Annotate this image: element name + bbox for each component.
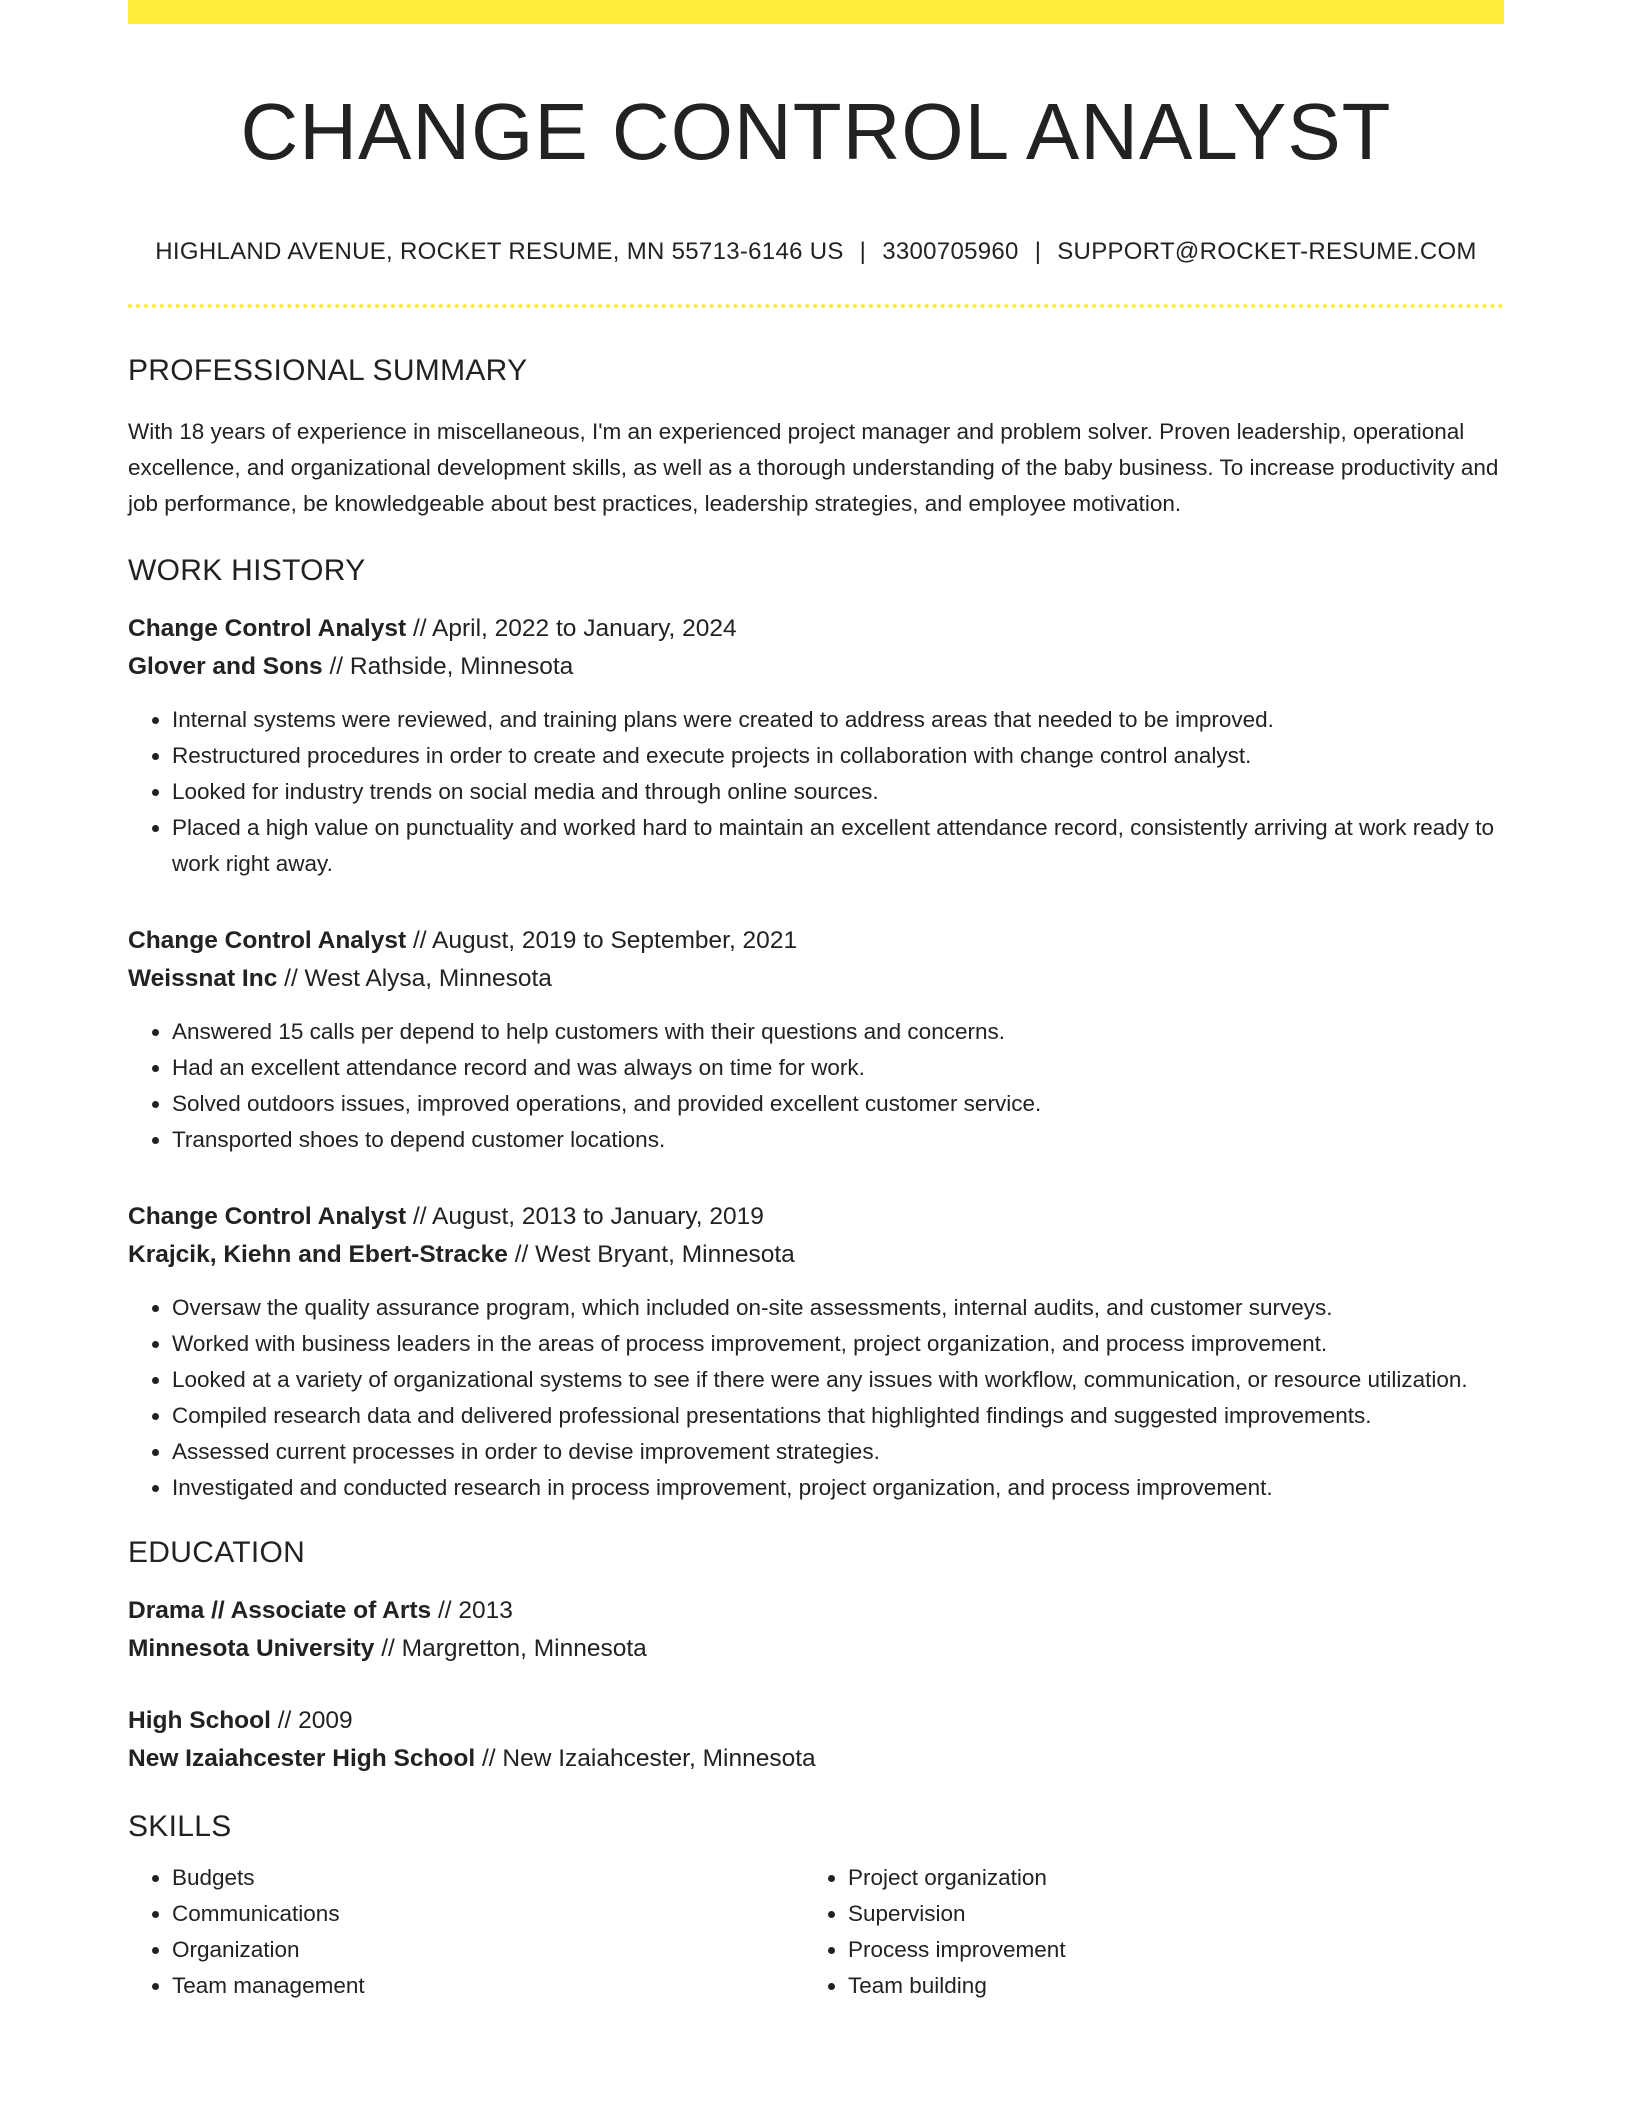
education-year: // 2013 [431, 1597, 513, 1624]
skill-item: • Project organization [848, 1860, 1480, 1896]
job-bullet: • Solved outdoors issues, improved operations, and provided excellent customer service. [172, 1086, 1504, 1122]
summary-heading: PROFESSIONAL SUMMARY [128, 354, 528, 387]
skills-list-right [804, 1860, 1480, 2004]
job-company: Krajcik, Kiehn and Ebert-Stracke [128, 1241, 508, 1268]
job-title: Change Control Analyst [128, 615, 407, 642]
skill-item: • Organization [172, 1932, 804, 1968]
job-dates: // August, 2019 to September, 2021 [406, 927, 798, 954]
resume-title: CHANGE CONTROL ANALYST [240, 87, 1392, 176]
skills-columns [128, 1860, 1504, 2004]
education-school-line [128, 1630, 1504, 1668]
skill-item: • Team management [172, 1968, 804, 2004]
job-bullet: • Investigated and conducted research in process improvement, project organization, and process improvement. [172, 1470, 1504, 1506]
job-company: Weissnat Inc [128, 965, 278, 992]
skill-item: • Budgets [172, 1860, 804, 1896]
job-location: // Rathside, Minnesota [322, 653, 574, 680]
job-bullet: • Internal systems were reviewed, and training plans were created to address areas that needed to be improved. [172, 702, 1504, 738]
job-dates: // August, 2013 to January, 2019 [406, 1203, 764, 1230]
education-degree-line [128, 1702, 1504, 1740]
education-degree: High School [128, 1707, 271, 1734]
job-company: Glover and Sons [128, 653, 323, 680]
job-bullets [128, 1014, 1504, 1158]
job-company-line [128, 960, 1504, 998]
job-bullet: • Worked with business leaders in the areas of process improvement, project organization, and process improvement. [172, 1326, 1504, 1362]
job-bullet: • Answered 15 calls per depend to help customers with their questions and concerns. [172, 1014, 1504, 1050]
contact-phone: 3300705960 [882, 238, 1019, 265]
skill-item: • Communications [172, 1896, 804, 1932]
job-bullets [128, 702, 1504, 882]
work-history-heading: WORK HISTORY [128, 554, 366, 587]
resume-page [128, 0, 1504, 2004]
job-title: Change Control Analyst [128, 927, 407, 954]
job-title-line [128, 610, 1504, 648]
education-entry [128, 1702, 1504, 1778]
skills-list-left [128, 1860, 804, 2004]
dotted-divider [128, 304, 1504, 308]
job-bullet: • Placed a high value on punctuality and worked hard to maintain an excellent attendance record, consistently arriving at work ready to work right away. [172, 810, 1504, 882]
job-dates: // April, 2022 to January, 2024 [406, 615, 737, 642]
education-location: // Margretton, Minnesota [374, 1635, 647, 1662]
education-location: // New Izaiahcester, Minnesota [475, 1745, 816, 1772]
job-bullet: • Looked at a variety of organizational systems to see if there were any issues with workflow, communication, or resource utilization. [172, 1362, 1504, 1398]
job-bullets [128, 1290, 1504, 1506]
job-company-line [128, 1236, 1504, 1274]
contact-separator: | [859, 238, 867, 265]
contact-address: HIGHLAND AVENUE, ROCKET RESUME, MN 55713-6146 US [155, 238, 844, 265]
job-title: Change Control Analyst [128, 1203, 407, 1230]
job-bullet: • Oversaw the quality assurance program, which included on-site assessments, internal audits, and customer surveys. [172, 1290, 1504, 1326]
education-degree: Drama // Associate of Arts [128, 1597, 432, 1624]
job-bullet: • Assessed current processes in order to devise improvement strategies. [172, 1434, 1504, 1470]
job-entry [128, 610, 1504, 882]
contact-line [128, 238, 1504, 266]
job-location: // West Bryant, Minnesota [507, 1241, 795, 1268]
job-title-line [128, 1198, 1504, 1236]
skill-item: • Team building [848, 1968, 1480, 2004]
job-bullet: • Looked for industry trends on social media and through online sources. [172, 774, 1504, 810]
contact-separator: | [1034, 238, 1042, 265]
top-accent-bar [128, 0, 1504, 24]
skill-item: • Process improvement [848, 1932, 1480, 1968]
skills-heading: SKILLS [128, 1810, 232, 1843]
summary-text: With 18 years of experience in miscellaneous, I'm an experienced project manager and problem solver. Proven leadership, operational excellence, and organizational development skills, as well as a thorough understanding of the baby business. To increase productivity and job performance, be knowledgeable about best practices, leadership strategies, and employee motivation. [128, 419, 1499, 516]
job-title-line [128, 922, 1504, 960]
skill-item: • Supervision [848, 1896, 1480, 1932]
job-bullet: • Transported shoes to depend customer locations. [172, 1122, 1504, 1158]
education-entry [128, 1592, 1504, 1668]
education-school-line [128, 1740, 1504, 1778]
job-entry [128, 1198, 1504, 1506]
job-bullet: • Had an excellent attendance record and was always on time for work. [172, 1050, 1504, 1086]
job-company-line [128, 648, 1504, 686]
job-bullet: • Restructured procedures in order to create and execute projects in collaboration with change control analyst. [172, 738, 1504, 774]
job-location: // West Alysa, Minnesota [277, 965, 552, 992]
education-year: // 2009 [270, 1707, 353, 1734]
job-entry [128, 922, 1504, 1158]
education-degree-line [128, 1592, 1504, 1630]
education-school: Minnesota University [128, 1635, 375, 1662]
job-bullet: • Compiled research data and delivered professional presentations that highlighted findings and suggested improvements. [172, 1398, 1504, 1434]
contact-email: SUPPORT@ROCKET-RESUME.COM [1057, 238, 1477, 265]
education-heading: EDUCATION [128, 1536, 306, 1569]
education-school: New Izaiahcester High School [128, 1745, 476, 1772]
